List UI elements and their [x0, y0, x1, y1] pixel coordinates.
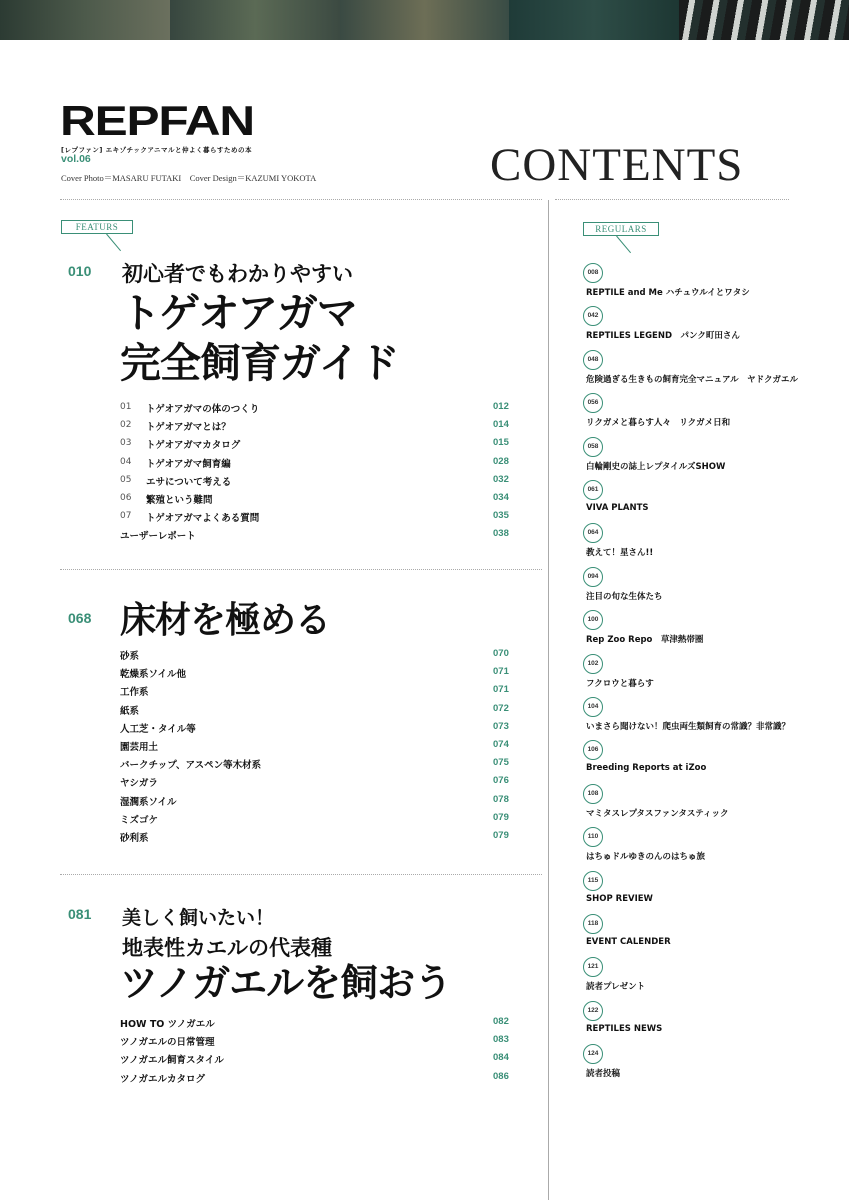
section-title: 床材を極める	[120, 600, 331, 641]
regular-entry[interactable]	[583, 784, 823, 824]
page-number-circle: 121	[583, 957, 603, 977]
volume-number: vol.06	[61, 153, 91, 165]
regular-title: マミタスレプタスファンタスティック	[586, 808, 729, 819]
page-number-circle: 115	[583, 871, 603, 891]
entry-title: バークチップ、アスペン等木材系	[120, 760, 262, 772]
page-number-circle: 104	[583, 697, 603, 717]
section-divider	[60, 874, 542, 875]
section-subtitle-2: 地表性カエルの代表種	[122, 936, 332, 960]
section-subtitle: 初心者でもわかりやすい	[122, 262, 353, 286]
entry-title: ツノガエル飼育スタイル	[120, 1055, 224, 1067]
entry-title: 乾燥系ソイル他	[120, 669, 187, 681]
page-number-circle: 042	[583, 306, 603, 326]
regular-title: はちゅドルゆきのんのはちゅ旅	[586, 852, 706, 863]
page-number-circle: 100	[583, 610, 603, 630]
cover-credits: Cover Photo＝MASARU FUTAKI Cover Design＝KAZUMI YOKOTA	[61, 173, 317, 183]
entry-number: 02	[120, 420, 132, 431]
regular-title: REPTILE and Me ハチュウルイとワタシ	[586, 288, 750, 298]
section-page-number: 081	[68, 906, 92, 922]
entry-title: トゲオアガマカタログ	[146, 440, 241, 452]
regular-entry[interactable]	[583, 263, 823, 303]
regular-title: EVENT CALENDER	[586, 937, 671, 947]
entry-title: ツノガエルの日常管理	[120, 1037, 215, 1049]
regular-entry[interactable]	[583, 610, 823, 650]
section-title: トゲオアガマ	[120, 289, 357, 337]
entry-page-number: 083	[493, 1034, 509, 1046]
page-title: CONTENTS	[490, 139, 744, 191]
page-number-circle: 056	[583, 393, 603, 413]
entry-page-number: 073	[493, 720, 509, 732]
entry-title: ツノガエルカタログ	[120, 1073, 206, 1085]
regular-entry[interactable]	[583, 523, 823, 563]
regular-entry[interactable]	[583, 827, 823, 867]
page-number-circle: 094	[583, 567, 603, 587]
regular-title: 読者プレゼント	[586, 982, 646, 993]
entry-title: 工作系	[120, 687, 149, 699]
regular-title: SHOP REVIEW	[586, 893, 653, 904]
photo-banner	[0, 0, 849, 40]
page-number-circle: 122	[583, 1001, 603, 1021]
regular-title: VIVA PLANTS	[586, 503, 649, 513]
entry-title: トゲオアガマよくある質問	[146, 513, 260, 525]
regular-entry[interactable]	[583, 306, 823, 346]
entry-number: 01	[120, 402, 132, 412]
entry-number: 04	[120, 456, 132, 467]
entry-page-number: 071	[493, 684, 509, 696]
regular-title: リクガメと暮らす人々 リクガメ日和	[586, 418, 731, 429]
regular-title: Breeding Reports at iZoo	[586, 763, 707, 774]
regular-entry[interactable]	[583, 654, 823, 694]
entry-number: 07	[120, 511, 132, 522]
page-number-circle: 106	[583, 740, 603, 760]
entry-page-number: 028	[493, 455, 509, 467]
regular-title: 危険過ぎる生きもの飼育完全マニュアル ヤドクガエル	[586, 374, 798, 385]
header-divider-right	[555, 199, 789, 200]
entry-page-number: 086	[493, 1070, 509, 1082]
tortoise-photo	[170, 0, 340, 40]
entry-title: エサについて考える	[146, 476, 232, 488]
regulars-label: REGULARS	[583, 222, 659, 236]
page-number-circle: 008	[583, 263, 603, 283]
entry-number: 06	[120, 493, 132, 503]
frog-photo	[340, 0, 510, 40]
section-divider	[60, 569, 542, 570]
entry-page-number: 071	[493, 666, 509, 678]
lizard-photo	[0, 0, 170, 40]
header-divider	[60, 199, 542, 200]
regular-entry[interactable]	[583, 480, 823, 520]
entry-page-number: 079	[493, 830, 509, 841]
page-number-circle: 108	[583, 784, 603, 804]
entry-page-number: 072	[493, 702, 509, 714]
regular-title: 教えて！星さん!!	[586, 548, 654, 559]
label-pointer	[106, 234, 121, 251]
section-title: 完全飼育ガイド	[120, 339, 399, 387]
page-number-circle: 048	[583, 350, 603, 370]
entry-page-number: 076	[493, 775, 509, 787]
entry-title: トゲオアガマ飼育編	[146, 458, 231, 470]
magazine-logo: REPFAN	[60, 97, 254, 144]
regular-title: 注目の旬な生体たち	[586, 591, 663, 602]
regular-title: 白輪剛史の誌上レプタイルズSHOW	[586, 461, 726, 472]
regular-entry[interactable]	[583, 567, 823, 607]
section-page-number: 010	[68, 263, 92, 279]
page-number-circle: 124	[583, 1044, 603, 1064]
entry-title: 人工芝・タイル等	[120, 723, 196, 735]
entry-page-number: 034	[493, 492, 509, 503]
page-number-circle: 064	[583, 523, 603, 543]
magazine-tagline: [レプファン] エキゾチックアニマルと仲よく暮らすための本	[61, 146, 253, 154]
section-subtitle: 美しく飼いたい！	[122, 907, 275, 929]
regular-title: REPTILES LEGEND パンク町田さん	[586, 331, 740, 342]
regular-entry[interactable]	[583, 1001, 823, 1041]
label-pointer	[616, 236, 631, 253]
section-title: ツノガエルを飼おう	[120, 961, 452, 1005]
green-lizard-photo	[509, 0, 679, 40]
entry-title: 砂利系	[120, 833, 149, 844]
entry-page-number: 038	[493, 528, 509, 540]
regular-entry[interactable]	[583, 350, 823, 390]
entry-title: トゲオアガマの体のつくり	[146, 404, 260, 415]
regular-title: Rep Zoo Repo 草津熱帯圏	[586, 635, 704, 646]
entry-page-number: 078	[493, 793, 509, 805]
regular-entry[interactable]	[583, 393, 823, 433]
page-number-circle: 102	[583, 654, 603, 674]
entry-title: ヤシガラ	[120, 778, 158, 790]
entry-title: 園芸用土	[120, 742, 159, 753]
page-number-circle: 058	[583, 437, 603, 457]
regular-entry[interactable]	[583, 437, 823, 477]
entry-page-number: 070	[493, 648, 509, 659]
entry-page-number: 012	[493, 401, 509, 412]
entry-page-number: 082	[493, 1016, 509, 1027]
page-number-circle: 061	[583, 480, 603, 500]
entry-title: 紙系	[120, 705, 140, 717]
entry-title: HOW TO ツノガエル	[120, 1019, 215, 1030]
section-page-number: 068	[68, 610, 92, 626]
entry-page-number: 032	[493, 473, 509, 485]
entry-page-number: 035	[493, 510, 509, 522]
entry-page-number: 084	[493, 1052, 509, 1064]
regular-entry[interactable]	[583, 1044, 823, 1084]
regular-entry[interactable]	[583, 914, 823, 954]
entry-number: 03	[120, 438, 132, 449]
entry-page-number: 015	[493, 437, 509, 449]
regular-entry[interactable]	[583, 697, 823, 737]
regular-title: REPTILES NEWS	[586, 1023, 663, 1034]
regular-title: いまさら聞けない！爬虫両生類飼育の常識？非常識？	[586, 722, 791, 732]
entry-page-number: 075	[493, 757, 509, 769]
page-number-circle: 118	[583, 914, 603, 934]
entry-title: ミズゴケ	[120, 814, 159, 826]
entry-page-number: 074	[493, 739, 509, 750]
entry-title: ユーザーレポート	[120, 531, 196, 543]
regular-entry[interactable]	[583, 957, 823, 997]
regular-entry[interactable]	[583, 740, 823, 780]
entry-page-number: 079	[493, 811, 509, 823]
regular-title: フクロウと暮らす	[586, 678, 654, 689]
features-label: FEATURS	[61, 220, 133, 234]
entry-title: 繁殖という難問	[146, 495, 213, 506]
entry-title: 砂系	[120, 651, 140, 662]
snake-photo	[679, 0, 849, 40]
regular-title: 読者投稿	[586, 1069, 621, 1080]
entry-page-number: 014	[493, 419, 509, 431]
entry-title: 湿潤系ソイル	[120, 796, 177, 808]
entry-number: 05	[120, 474, 132, 485]
page-number-circle: 110	[583, 827, 603, 847]
regular-entry[interactable]	[583, 871, 823, 911]
entry-title: トゲオアガマとは？	[146, 422, 231, 434]
